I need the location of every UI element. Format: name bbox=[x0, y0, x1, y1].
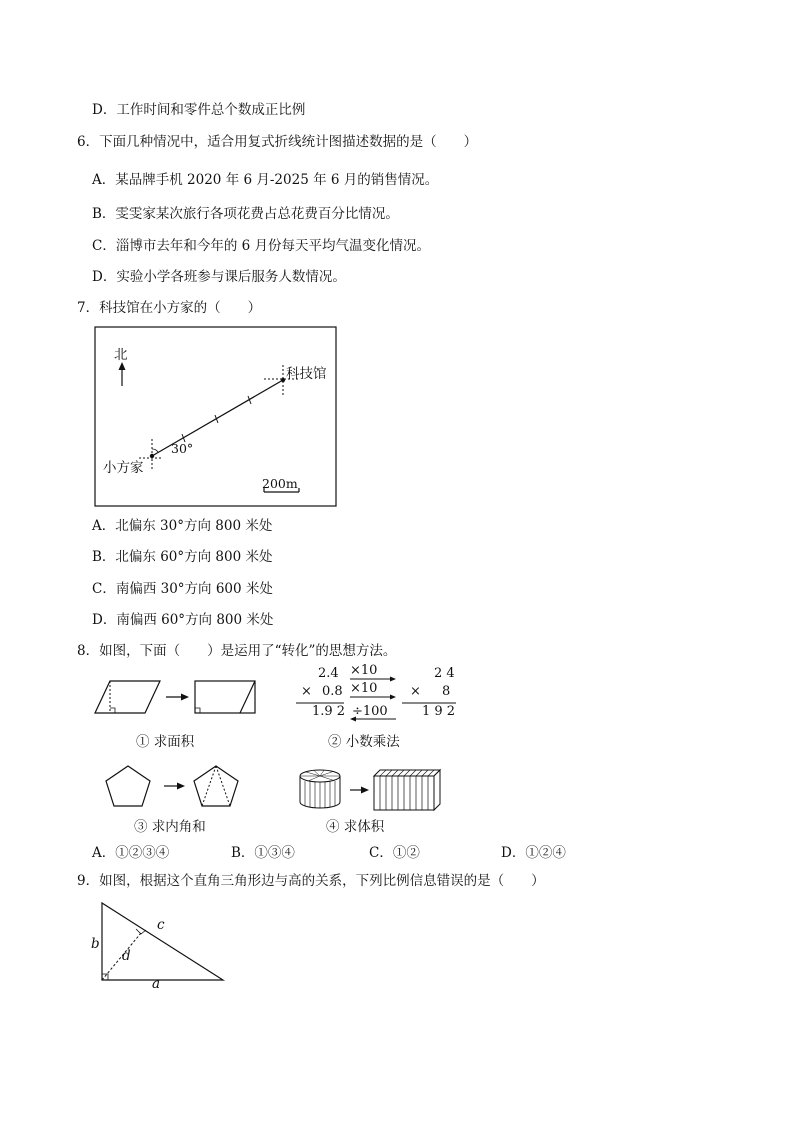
side-a-label: a bbox=[152, 976, 161, 992]
q7-map-figure bbox=[94, 326, 338, 508]
q8-figure-angles bbox=[104, 764, 250, 810]
calc-arrow-bottom: ÷100 bbox=[352, 704, 388, 719]
q7-stem: 7．科技馆在小方家的（ ） bbox=[77, 300, 262, 316]
q8-option-a: A．①②③④ bbox=[92, 845, 170, 861]
calc-right-bottom: 1 9 2 bbox=[422, 704, 456, 719]
q6-option-a: A．某品牌手机 2020 年 6 月-2025 年 6 月的销售情况。 bbox=[92, 172, 439, 188]
q6-option-c: C．淄博市去年和今年的 6 月份每天平均气温变化情况。 bbox=[92, 238, 431, 254]
q6-option-b: B．雯雯家某次旅行各项花费占总花费百分比情况。 bbox=[92, 206, 399, 222]
q7-option-c: C．南偏西 30°方向 600 米处 bbox=[92, 581, 273, 597]
q8-caption-1: ① 求面积 bbox=[136, 734, 195, 750]
q8-figure-volume bbox=[296, 766, 444, 812]
q8-caption-2: ② 小数乘法 bbox=[328, 734, 400, 750]
angle-label: 30° bbox=[171, 441, 194, 456]
calc-arrow-top: ×10 bbox=[350, 663, 378, 678]
q8-stem: 8．如图，下面（ ）是运用了“转化”的思想方法。 bbox=[77, 643, 397, 659]
museum-label: 科技馆 bbox=[286, 366, 327, 382]
calc-right-top: 2 4 bbox=[434, 666, 455, 681]
q8-option-c: C．①② bbox=[369, 845, 420, 861]
calc-left-bottom: 1.9 2 bbox=[312, 704, 346, 719]
q7-option-d: D．南偏西 60°方向 800 米处 bbox=[92, 612, 274, 628]
calc-arrow-mid: ×10 bbox=[350, 681, 378, 696]
calc-left-top: 2.4 bbox=[318, 666, 339, 681]
q5-option-d: D．工作时间和零件总个数成正比例 bbox=[92, 102, 306, 118]
q8-caption-3: ③ 求内角和 bbox=[134, 819, 206, 835]
q8-option-d: D．①②④ bbox=[501, 845, 566, 861]
q6-option-d: D．实验小学各班参与课后服务人数情况。 bbox=[92, 269, 346, 285]
q9-stem: 9．如图，根据这个直角三角形边与高的关系，下列比例信息错误的是（ ） bbox=[77, 873, 545, 889]
q8-figure-calc bbox=[292, 663, 462, 722]
north-label: 北 bbox=[114, 347, 128, 363]
calc-left-op: × bbox=[301, 684, 312, 699]
scale-label: 200m bbox=[262, 476, 298, 491]
q8-caption-4: ④ 求体积 bbox=[326, 819, 385, 835]
home-label: 小方家 bbox=[103, 460, 144, 476]
q8-figure-area bbox=[92, 678, 260, 718]
height-d-label: d bbox=[122, 948, 131, 964]
calc-left-mid: 0.8 bbox=[322, 684, 343, 699]
q7-option-b: B．北偏东 60°方向 800 米处 bbox=[92, 549, 273, 565]
calc-right-mid: 8 bbox=[442, 684, 451, 699]
q6-stem: 6．下面几种情况中，适合用复式折线统计图描述数据的是（ ） bbox=[77, 134, 478, 150]
q8-option-b: B．①③④ bbox=[231, 845, 295, 861]
q9-triangle-figure bbox=[88, 900, 228, 994]
side-c-label: c bbox=[157, 917, 165, 933]
calc-right-op: × bbox=[410, 684, 421, 699]
q7-option-a: A．北偏东 30°方向 800 米处 bbox=[92, 518, 273, 534]
side-b-label: b bbox=[91, 936, 100, 952]
